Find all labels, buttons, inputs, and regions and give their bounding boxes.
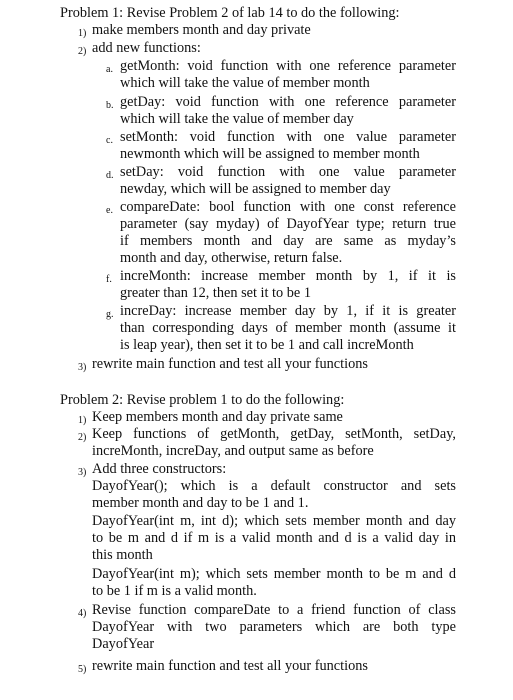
problem1-e-line1: compareDate: bool function with one const reference xyxy=(120,199,456,215)
constructor-two-args-line1: DayofYear(int m, int d); which sets member month and day xyxy=(92,513,456,529)
problem2-item2-line1: Keep functions of getMonth, getDay, setMonth, setDay, xyxy=(92,426,456,442)
problem1-g-letter: g. xyxy=(106,309,114,320)
problem1-f-line1: increMonth: increase member month by 1, if it is xyxy=(120,268,456,284)
problem1-b-line1: getDay: void function with one reference parameter xyxy=(120,94,456,110)
problem1-d-line2: newday, which will be assigned to member day xyxy=(120,181,391,197)
problem1-item3-number: 3) xyxy=(78,362,87,373)
problem1-e-line4: month and day, otherwise, return false. xyxy=(120,250,343,266)
problem1-a-line2: which will take the value of member month xyxy=(120,75,370,91)
constructor-default-line2: member month and day to be 1 and 1. xyxy=(92,495,309,511)
problem1-g-line2: than corresponding days of member month (assume it xyxy=(120,320,456,336)
problem2-item4-line1: Revise function compareDate to a friend function of class xyxy=(92,602,456,618)
problem1-b-line2: which will take the value of member day xyxy=(120,111,354,127)
problem2-item3-text: Add three constructors: xyxy=(92,461,227,477)
problem2-item2-line2: increMonth, increDay, and output same as before xyxy=(92,443,374,459)
problem2-item5-text: rewrite main function and test all your functions xyxy=(92,658,368,674)
problem2-item2-number: 2) xyxy=(78,432,87,443)
problem2-item1-text: Keep members month and day private same xyxy=(92,409,343,425)
problem2-item3-number: 3) xyxy=(78,467,87,478)
constructor-two-args-line3: this month xyxy=(92,547,153,563)
problem1-g-line1: increDay: increase member day by 1, if it is greater xyxy=(120,303,456,319)
problem1-b-letter: b. xyxy=(106,100,114,111)
constructor-two-args-line2: to be m and d if m is a valid month and d is a valid day in xyxy=(92,530,456,546)
problem1-c-line1: setMonth: void function with one value parameter xyxy=(120,129,456,145)
constructor-one-arg-line1: DayofYear(int m); which sets member month to be m and d xyxy=(92,566,456,582)
problem1-f-line2: greater than 12, then set it to be 1 xyxy=(120,285,311,301)
problem2-title: Problem 2: Revise problem 1 to do the following: xyxy=(60,392,345,408)
problem1-e-letter: e. xyxy=(106,205,113,216)
constructor-one-arg-line2: to be 1 if m is a valid month. xyxy=(92,583,257,599)
problem1-item1-text: make members month and day private xyxy=(92,22,311,38)
problem2-item4-line3: DayofYear xyxy=(92,636,155,652)
problem1-f-letter: f. xyxy=(106,274,112,285)
problem2-item4-number: 4) xyxy=(78,608,87,619)
problem2-item1-number: 1) xyxy=(78,415,87,426)
problem1-item2-text: add new functions: xyxy=(92,40,201,56)
problem1-g-line3: is leap year), then set it to be 1 and call increMonth xyxy=(120,337,414,353)
problem1-c-letter: c. xyxy=(106,135,113,146)
problem1-item2-number: 2) xyxy=(78,46,87,57)
problem1-e-line2: parameter (say myday) of DayofYear type; return true xyxy=(120,216,456,232)
problem2-item5-number: 5) xyxy=(78,664,87,675)
problem1-c-line2: newmonth which will be assigned to member month xyxy=(120,146,420,162)
problem1-title: Problem 1: Revise Problem 2 of lab 14 to do the following: xyxy=(60,5,400,21)
problem1-item3-text: rewrite main function and test all your functions xyxy=(92,356,368,372)
problem1-item1-number: 1) xyxy=(78,28,87,39)
problem1-a-line1: getMonth: void function with one reference parameter xyxy=(120,58,456,74)
problem1-d-line1: setDay: void function with one value parameter xyxy=(120,164,456,180)
constructor-default-line1: DayofYear(); which is a default constructor and sets xyxy=(92,478,456,494)
problem1-d-letter: d. xyxy=(106,170,114,181)
problem1-a-letter: a. xyxy=(106,64,113,75)
problem2-item4-line2: DayofYear with two parameters which are both type xyxy=(92,619,456,635)
problem1-e-line3: if members month and day are same as myday’s xyxy=(120,233,456,249)
